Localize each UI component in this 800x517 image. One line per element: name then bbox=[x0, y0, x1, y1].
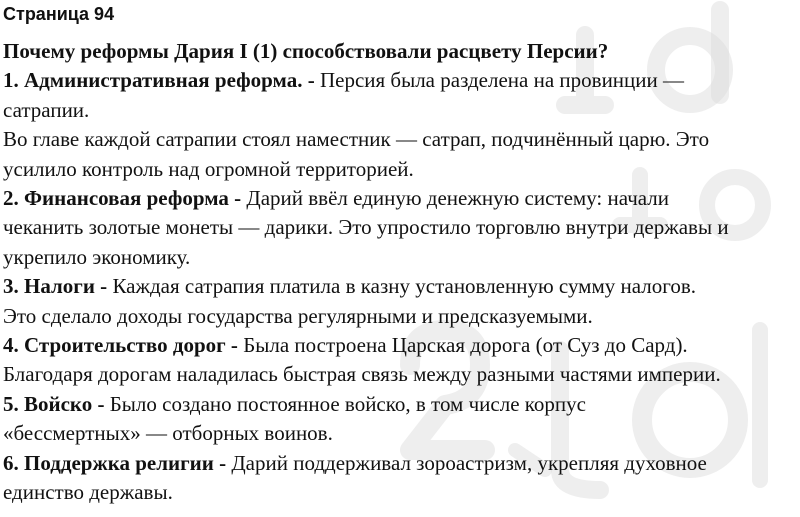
list-item bbox=[3, 331, 800, 390]
item-title: 2. Финансовая реформа - bbox=[3, 186, 242, 211]
text-line bbox=[3, 449, 800, 478]
item-title: 6. Поддержка религии - bbox=[3, 450, 227, 475]
text-line bbox=[3, 331, 800, 360]
text-line: Во главе каждой сатрапии стоял наместник — сатрап, подчинённый царю. Это bbox=[3, 127, 710, 152]
item-text: Была построена Царская дорога (от Суз до Сард). bbox=[237, 333, 688, 358]
item-title: 1. Административная реформа. - bbox=[3, 68, 315, 93]
answer-text bbox=[3, 37, 800, 508]
item-title: 4. Строительство дорог - bbox=[3, 333, 238, 358]
page-number: Страница 94 bbox=[3, 4, 115, 24]
item-text: Дарий ввёл единую денежную систему: начали bbox=[241, 186, 670, 211]
text-line: укрепило экономику. bbox=[3, 244, 191, 269]
list-item bbox=[3, 272, 800, 331]
item-text: Дарий поддерживал зороастризм, укрепляя духовное bbox=[226, 450, 707, 475]
text-line: сатрапии. bbox=[3, 97, 90, 122]
text-line bbox=[3, 184, 800, 213]
list-item bbox=[3, 66, 800, 184]
text-line: Это сделало доходы государства регулярными и предсказуемыми. bbox=[3, 303, 593, 328]
text-line bbox=[3, 390, 800, 419]
item-text: Было создано постоянное войско, в том числе корпус bbox=[104, 391, 586, 416]
list-item bbox=[3, 184, 800, 272]
text-line: единство державы. bbox=[3, 480, 173, 505]
text-line: чеканить золотые монеты — дарики. Это упростило торговлю внутри державы и bbox=[3, 215, 729, 240]
text-line bbox=[3, 66, 800, 95]
list-item bbox=[3, 390, 800, 449]
text-line: усилило контроль над огромной территорией. bbox=[3, 156, 414, 181]
item-text: Персия была разделена на провинции — bbox=[314, 68, 685, 93]
list-item bbox=[3, 449, 800, 508]
item-text: Каждая сатрапия платила в казну установленную сумму налогов. bbox=[107, 274, 696, 299]
item-title: 5. Войско - bbox=[3, 391, 105, 416]
item-title: 3. Налоги - bbox=[3, 274, 108, 299]
text-line bbox=[3, 272, 800, 301]
question-heading: Почему реформы Дария I (1) способствовали расцвету Персии? bbox=[3, 39, 609, 63]
text-line: Благодаря дорогам наладилась быстрая связь между разными частями империи. bbox=[3, 362, 721, 387]
text-line: «бессмертных» — отборных воинов. bbox=[3, 421, 333, 446]
